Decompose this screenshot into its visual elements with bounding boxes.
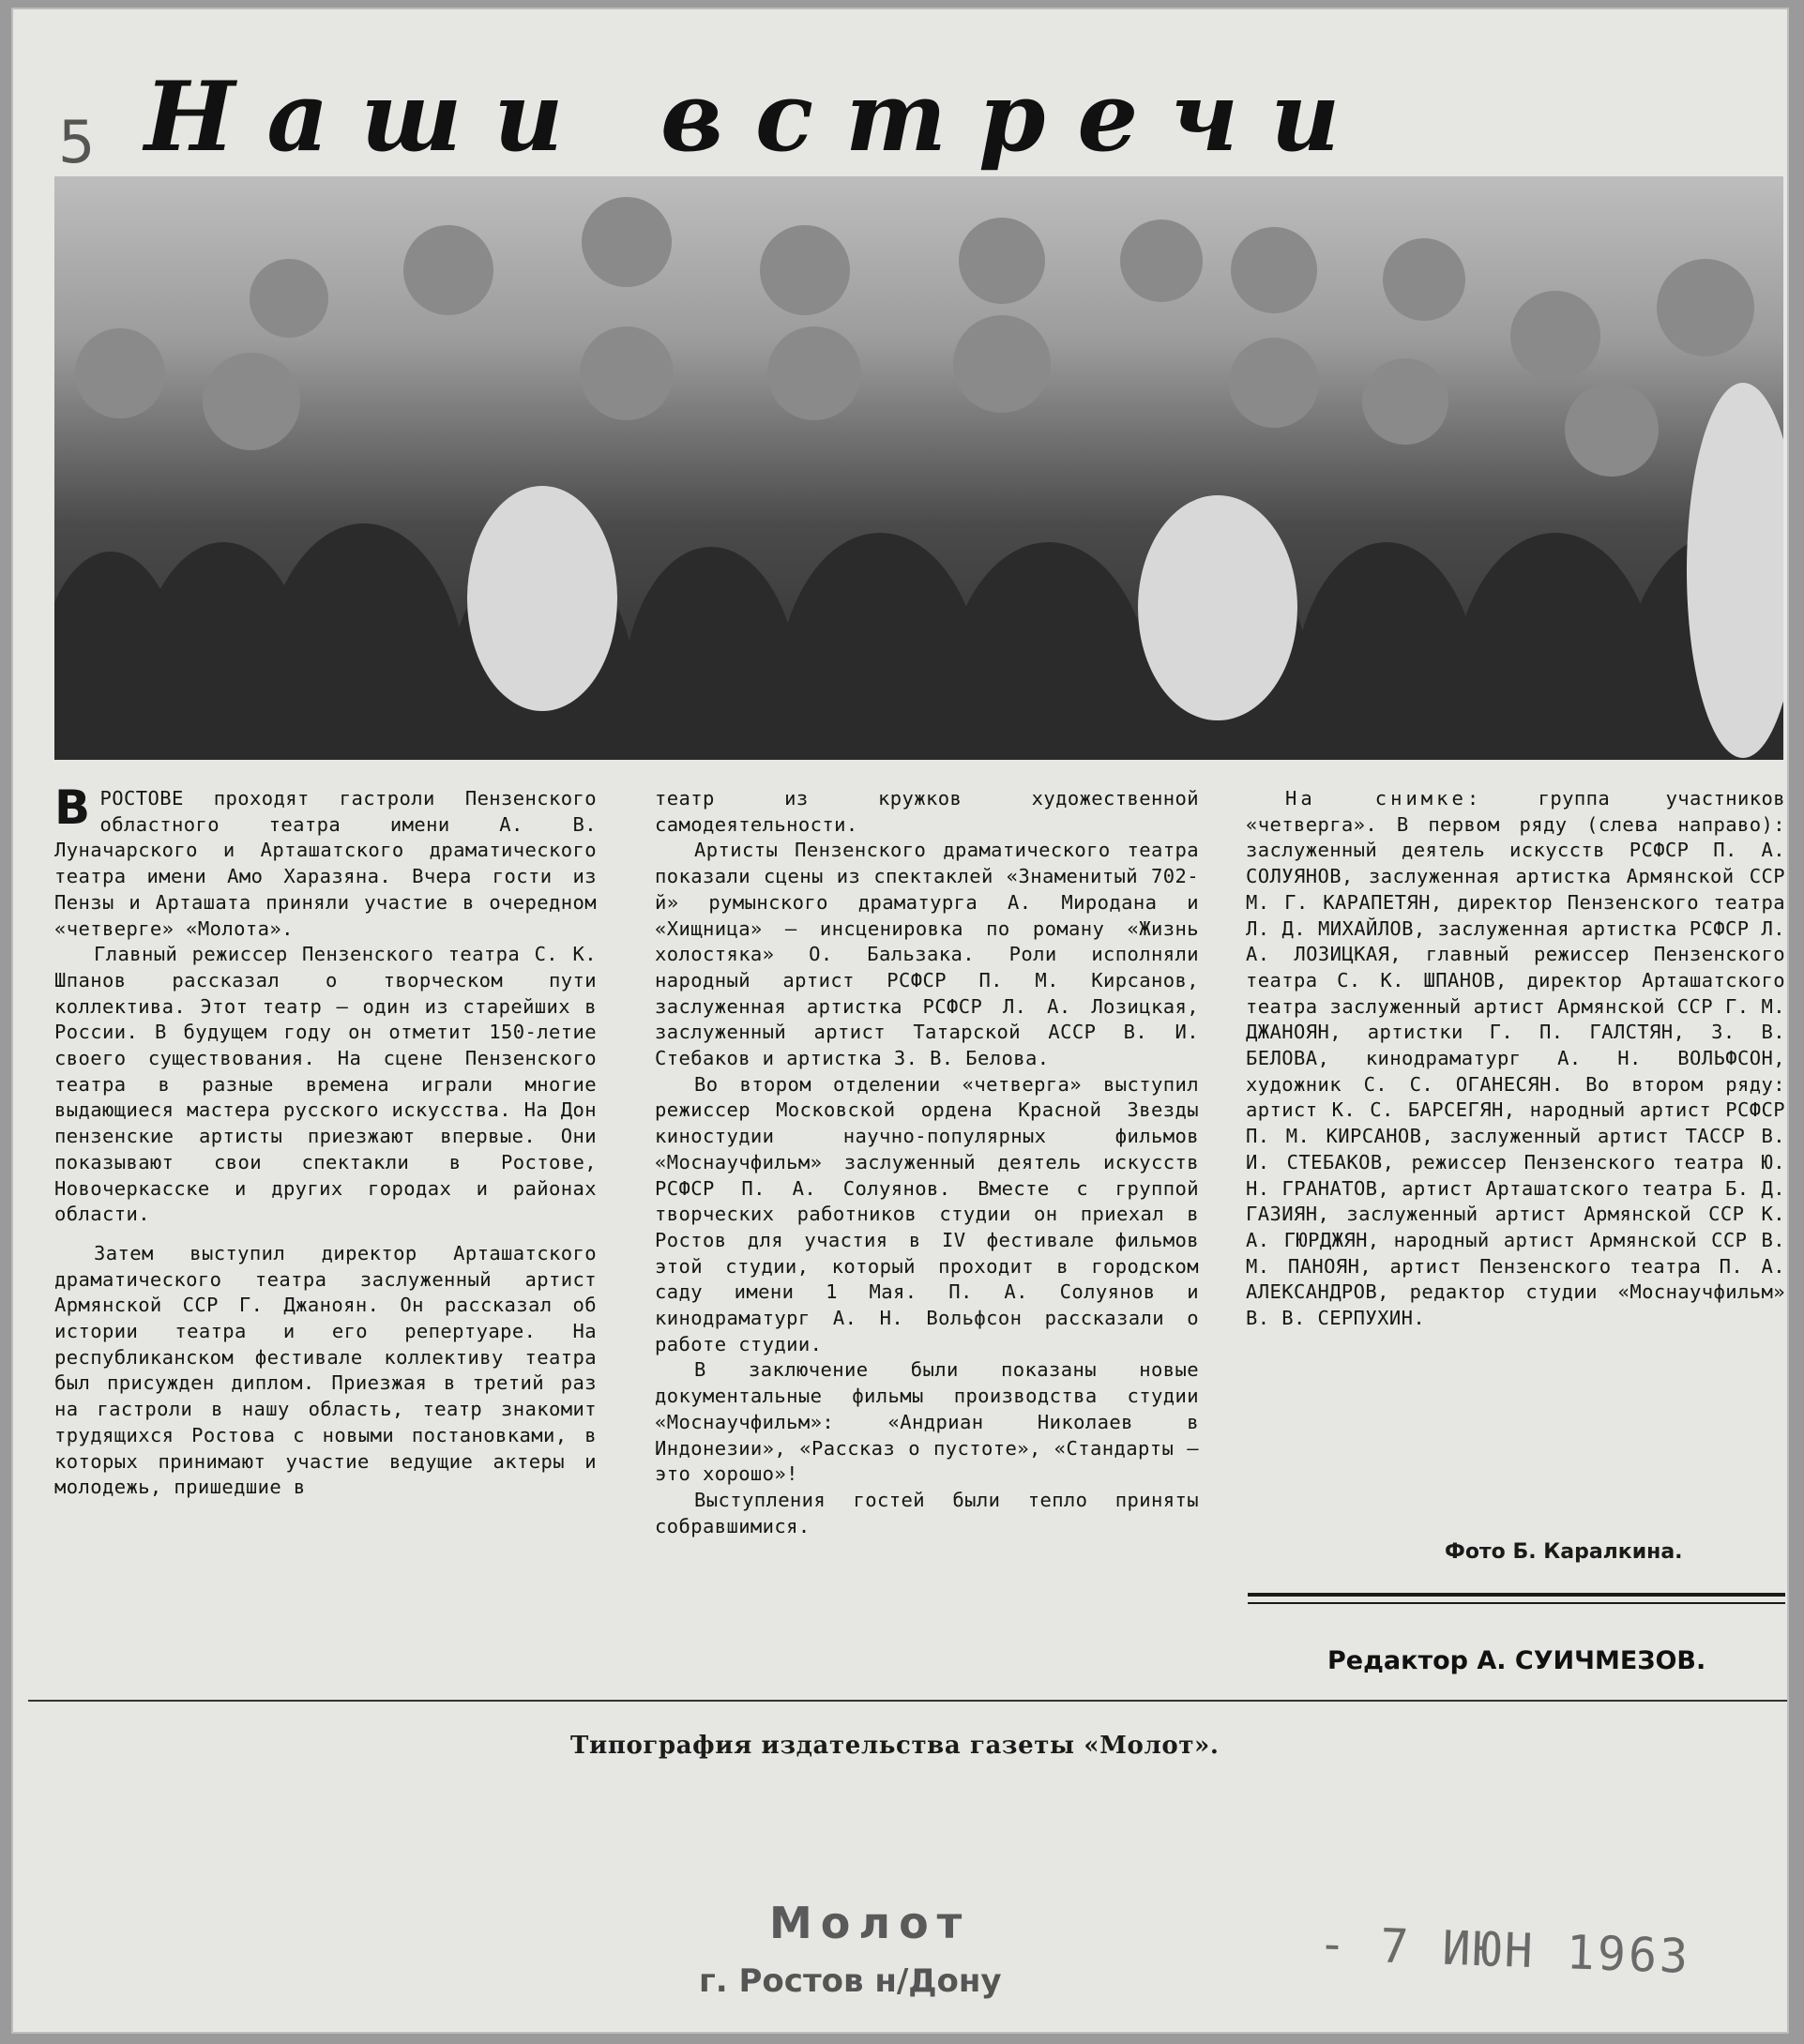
article-paragraph: театр из кружков художественной самодеятельности. xyxy=(655,787,1199,836)
photo-caption xyxy=(1246,786,1785,1332)
article-paragraph: Во втором отделении «четверга» выступил режиссер Московской ордена Красной Звезды киностудии научно-популярных фильмов «Моснаучфильм» заслуженный деятель искусств РСФСР П. А. Солуянов. Вместе с группой творческих работников студии он приехал в Ростов для участия в IV фестивале фильмов этой студии, который проходит в городском саду имени 1 Мая. П. А. Солуянов и кинодраматург А. Н. Вольфсон рассказали о работе студии. xyxy=(655,1072,1199,1355)
article-paragraph: Артисты Пензенского драматического театра показали сцены из спектаклей «Знаменитый 702-й» румынского драматурга А. Миродана и «Хищница» — инсценировка по роману «Жизнь холостяка» О. Бальзака. Роли исполняли народный артист РСФСР П. М. Кирсанов, заслуженная артистка РСФСР Л. А. Лозицкая, заслуженный артист Татарской АССР В. И. Стебаков и артистка З. В. Белова. xyxy=(655,839,1199,1070)
group-photo xyxy=(54,176,1783,760)
editor-line: Редактор А. СУИЧМЕЗОВ. xyxy=(1327,1646,1706,1675)
stamp-newspaper-name: Молот xyxy=(769,1898,971,1948)
caption-text: группа участников «четверга». В первом ряду (слева направо): заслуженный деятель искусств РСФСР П. А. СОЛУЯНОВ, заслуженная артистка Армянской ССР М. Г. КАРАПЕТЯН, директор Пензенского театра Л. Д. МИХАЙЛОВ, заслуженная артистка РСФСР Л. А. ЛОЗИЦКАЯ, главный режиссер Пензенского театра С. К. ШПАНОВ, директор Арташатского театра заслуженный артист Армянской ССР Г. М. ДЖАНОЯН, артистки Г. П. ГАЛСТЯН, З. В. БЕЛОВА, кинодраматург А. Н. ВОЛЬФСОН, художник С. С. ОГАНЕСЯН. Во втором ряду: артист К. С. БАРСЕГЯН, народный артист РСФСР П. М. КИРСАНОВ, заслуженный артист ТАССР В. И. СТЕБАКОВ, режиссер Пензенского театра Ю. Н. ГРАНАТОВ, артист Арташатского театра Б. Д. ГАЗИЯН, заслуженный артист Армянской ССР К. А. ГЮРДЖЯН, народный артист Армянской ССР В. М. ПАНОЯН, артист Пензенского театра П. А. АЛЕКСАНДРОВ, редактор студии «Моснаучфильм» В. В. СЕРПУХИН. xyxy=(1246,787,1785,1330)
article-column-2 xyxy=(655,786,1199,1539)
divider-rule xyxy=(1248,1602,1785,1604)
article-paragraph: Затем выступил директор Арташатского драматического театра заслуженный артист Армянской ССР Г. Джаноян. Он рассказал об истории театра и его репертуаре. На республиканском фестивале коллективу театра был присужден диплом. Приезжая в третий раз на гастроли в нашу область, театр знакомит трудящихся Ростова с новыми постановками, в которых принимают участие ведущие актеры и молодежь, пришедшие в xyxy=(54,1241,597,1499)
stamp-city: г. Ростов н/Дону xyxy=(699,1962,1002,2000)
article-column-1 xyxy=(54,780,597,1501)
printer-imprint: Типография издательства газеты «Молот». xyxy=(570,1732,1220,1760)
drop-cap: В xyxy=(54,780,91,835)
article-lead: РОСТОВЕ проходят гастроли Пензенского областного театра имени А. В. Луначарского и Арташатского драматического театра имени Амо Харазяна. Вчера гости из Пензы и Арташата приняли участие в очередном «четверге» «Молота». xyxy=(54,787,597,940)
caption-lead: На снимке: xyxy=(1285,787,1483,810)
stamp-date: - 7 ИЮН 1963 xyxy=(1317,1916,1692,1984)
handwritten-mark: 5 xyxy=(58,108,96,176)
divider-rule xyxy=(1248,1593,1785,1597)
article-paragraph: В заключение были показаны новые документальные фильмы производства студии «Моснаучфильм»: «Андриан Николаев в Индонезии», «Рассказ о пустоте», «Стандарты — это хорошо»! xyxy=(655,1358,1199,1486)
article-paragraph: Главный режиссер Пензенского театра С. К. Шпанов рассказал о творческом пути коллектива. Этот театр — один из старейших в России. В будущем году он отметит 150-летие своего существования. На сцене Пензенского театра в разные времена играли многие выдающиеся мастера русского искусства. На Дон пензенские артисты приезжают впервые. Они показывают свои спектакли в Ростове, Новочеркасске и других городах и районах области. xyxy=(54,943,597,1226)
headline: Наши встречи xyxy=(144,61,1372,174)
group-photo-illustration xyxy=(54,176,1783,760)
photo-credit: Фото Б. Каралкина. xyxy=(1445,1540,1683,1564)
article-paragraph: Выступления гостей были тепло приняты собравшимися. xyxy=(655,1488,1199,1537)
footer-divider xyxy=(28,1700,1787,1702)
